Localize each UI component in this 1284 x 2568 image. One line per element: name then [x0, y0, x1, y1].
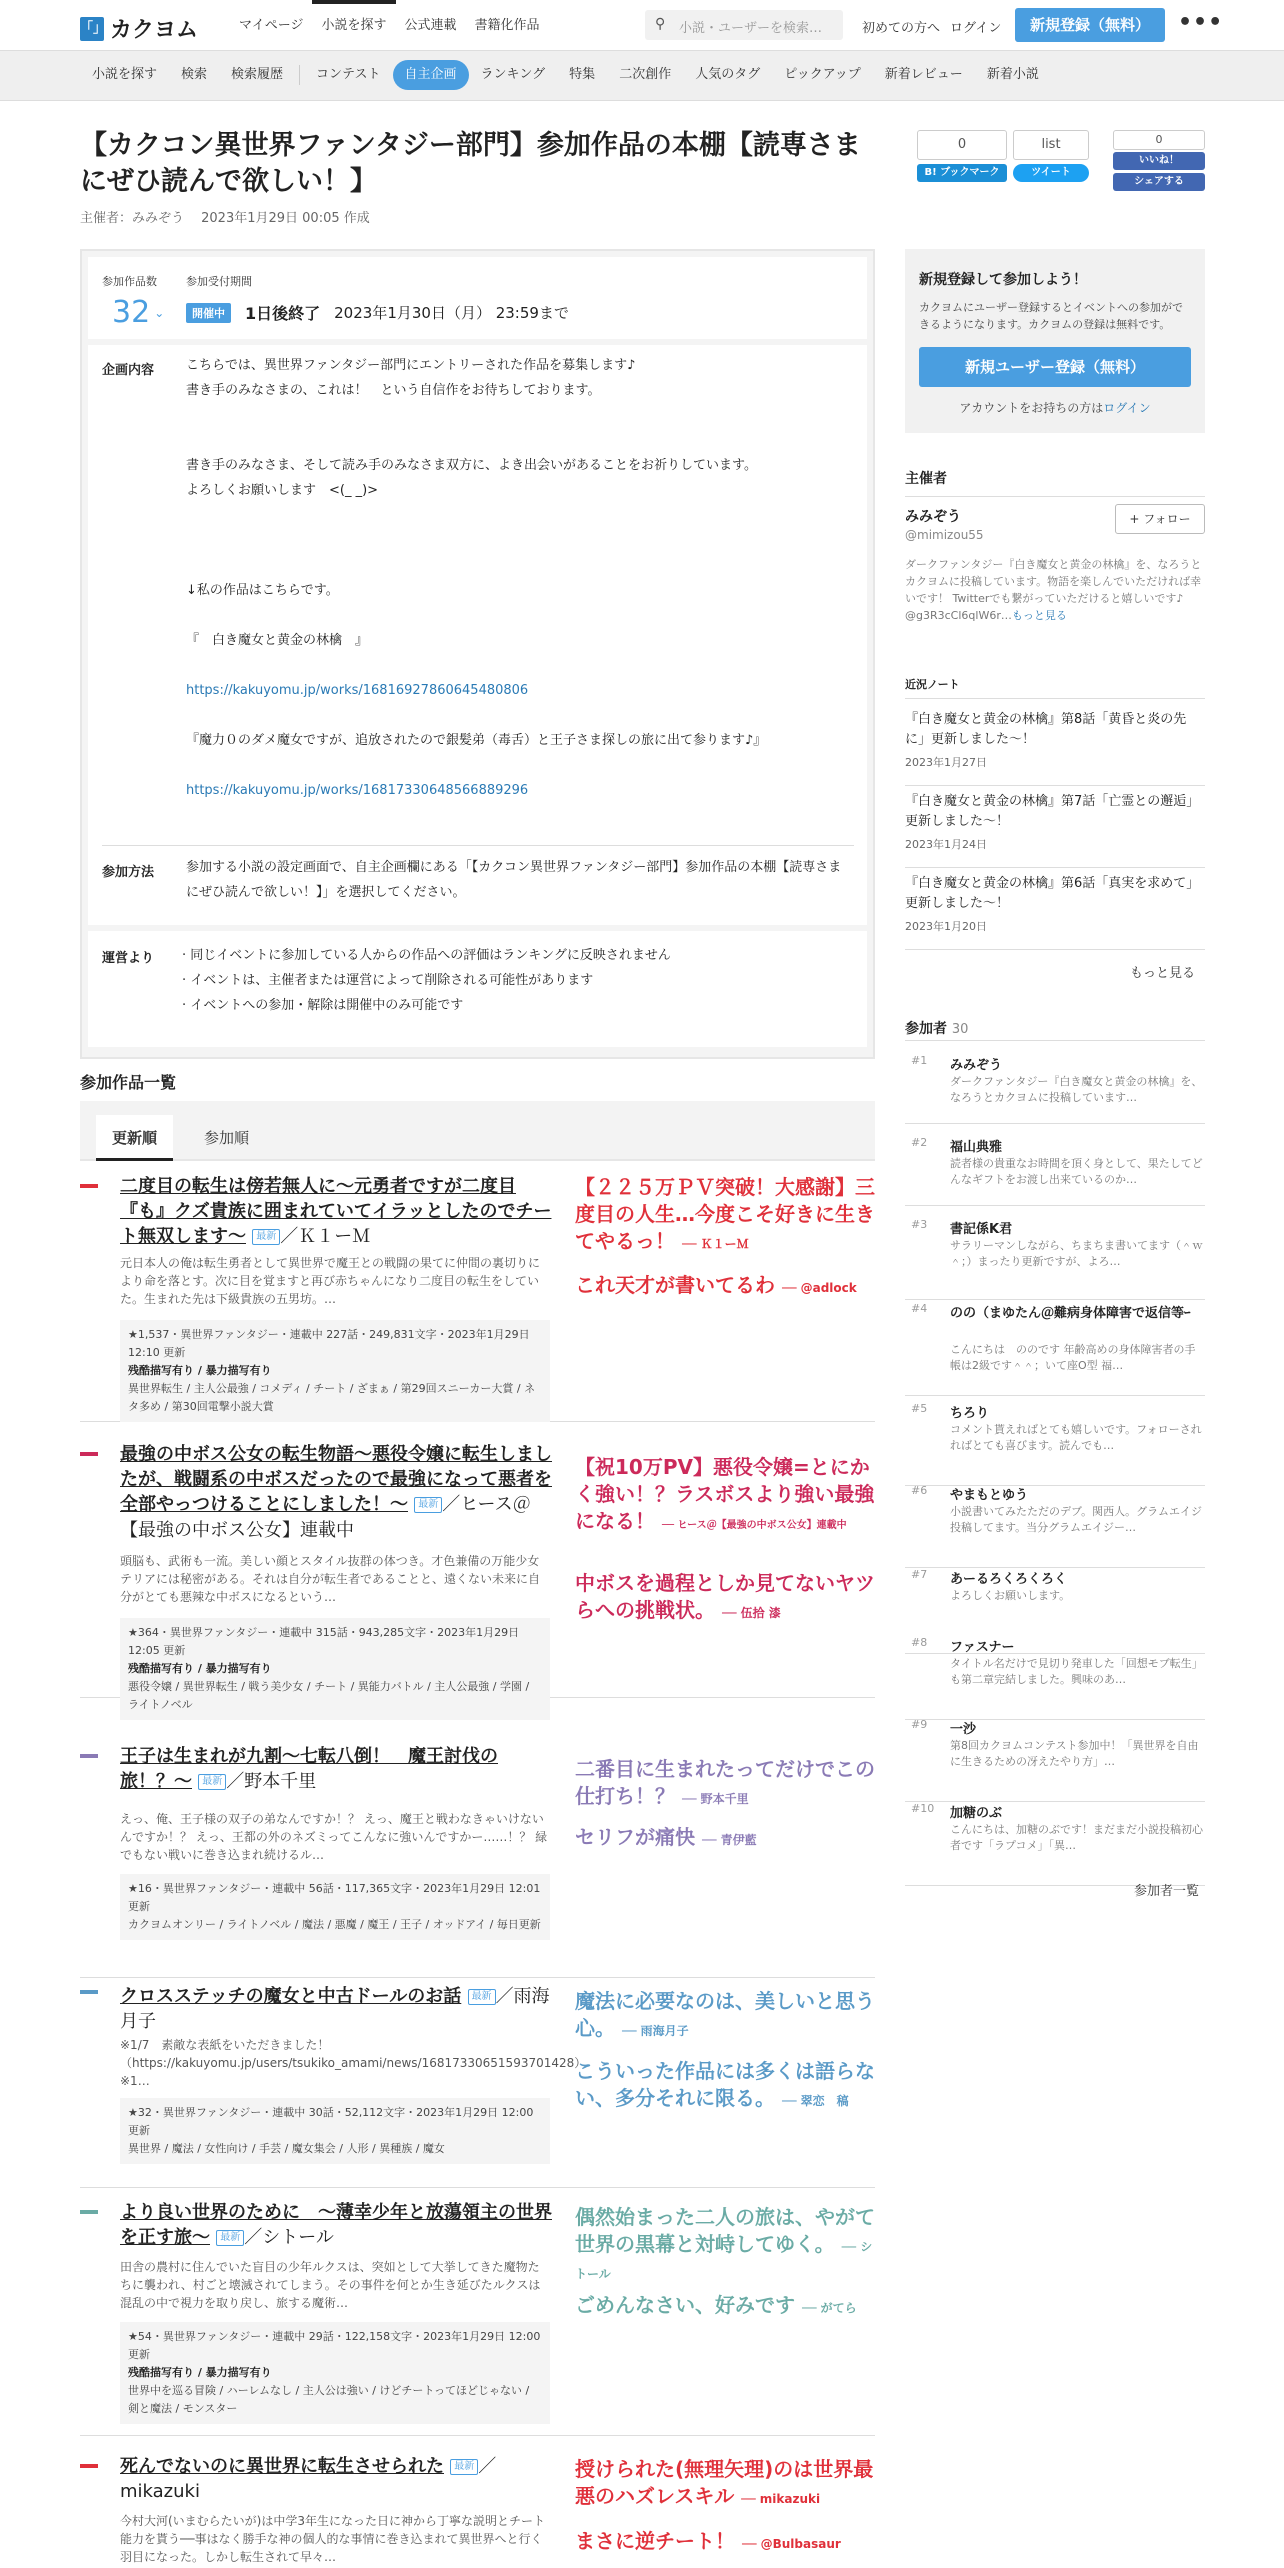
subnav-new-novels[interactable]: 新着小説 — [986, 67, 1039, 82]
organizer-heading: 主催者 — [905, 471, 947, 487]
organizer-line: 主催者：みみぞう 2023年1月29日 00:05 作成 — [80, 211, 370, 226]
blank-line — [186, 528, 856, 553]
admin-list — [182, 943, 852, 1018]
subnav-search-novels[interactable]: 小説を探す — [92, 67, 158, 82]
subnav-popular-tags[interactable]: 人気のタグ — [695, 67, 761, 82]
subnav-features[interactable]: 特集 — [569, 67, 596, 82]
work-review: セリフが痛快 ── 青伊藍 — [575, 1825, 757, 1849]
like-button[interactable]: いいね！ — [1113, 152, 1205, 170]
work-meta: ★32・異世界ファンタジー・連載中 30話・52,112文字・2023年1月29日 12:00 更新 異世界 / 魔法 / 女性向け / 手芸 / 魔女集会 / 人形 / 異種族 / 魔女 — [120, 2098, 550, 2164]
work-description: 元日本人の俺は転生勇者として異世界で魔王との戦闘の果てに仲間の裏切りにより命を落とす。次に目を覚ますと再び赤ちゃんになり二度目の転生をしていた。生まれた先は下級貴族の五男坊。… — [120, 1256, 541, 1306]
work-description: 頭脳も、武術も一流。美しい顔とスタイル抜群の体つき。才色兼備の万能少女テリアには秘密がある。それは自分が転生者であることと、遠くない未来に自分がとても悪辣な中ボスになるという… — [120, 1554, 541, 1604]
hatena-bookmark[interactable] — [917, 130, 1007, 182]
participant-item[interactable]: #7 あーるろくろくろく よろしくお願いします。 — [905, 1568, 1205, 1654]
organizer-id: @mimizou55 — [905, 528, 984, 542]
signup-button[interactable]: 新規登録（無料） — [1015, 8, 1165, 42]
work-item[interactable] — [80, 2436, 875, 2568]
subnav-ranking[interactable]: ランキング — [480, 67, 546, 82]
nav-published-works[interactable]: 書籍化作品 — [474, 18, 540, 33]
top-header — [0, 0, 1284, 51]
participant-item[interactable]: #9 一沙 第8回カクヨムコンテスト参加中！「異世界を自由に生きるための冴えたやり方」… — [905, 1718, 1205, 1802]
kakuyomu-logo[interactable] — [80, 13, 198, 44]
work-catchphrase: 二番目に生まれたってだけでこの仕打ち！？ ── 野本千里 — [575, 1757, 875, 1808]
participants-more-link[interactable]: 参加者一覧 — [1134, 1884, 1200, 1899]
work-meta: ★54・異世界ファンタジー・連載中 29話・122,158文字・2023年1月29日 12:00 更新 残酷描写有り / 暴力描写有り 世界中を巡る冒険 / ハーレムなし / 主人公は強い / けどチートってほどじゃない / 剣と魔法 / モンスター — [120, 2322, 550, 2424]
join-prompt-box — [905, 249, 1205, 433]
notes-more-link[interactable]: もっと見る — [1130, 966, 1196, 981]
method-label: 参加方法 — [102, 865, 155, 880]
top-nav — [230, 0, 549, 51]
blank-line — [186, 703, 856, 728]
work-author: ／雨海月子 — [120, 1986, 550, 2033]
participants-heading: 参加者 30 — [905, 1021, 969, 1037]
logo-mark: 「」 — [80, 17, 104, 41]
entry-count[interactable] — [112, 295, 164, 330]
content-line: よろしくお願いします <(_ _)> — [186, 483, 379, 498]
search-placeholder: 小説・ユーザーを検索… — [679, 21, 823, 36]
join-text: カクヨムにユーザー登録するとイベントへの参加ができるようになります。カクヨムの登録は無料です。 — [919, 301, 1183, 331]
event-summary — [88, 257, 867, 339]
list-box: list — [1013, 130, 1089, 160]
work-item[interactable] — [80, 1742, 875, 1978]
content-line: 『 白き魔女と黄金の林檎 』 — [186, 633, 369, 648]
login-link[interactable]: ログイン — [950, 21, 1002, 36]
work-catchphrase: 偶然始まった二人の旅は、やがて世界の黒幕と対峙してゆく。 ── シトール — [575, 2205, 875, 2281]
content-label: 企画内容 — [102, 363, 155, 378]
work-author: ／Ｋ１ーＭ — [280, 1226, 371, 1248]
subnav-history[interactable]: 検索履歴 — [231, 67, 284, 82]
follow-button[interactable]: + フォロー — [1115, 504, 1205, 534]
work-link-2[interactable]: https://kakuyomu.jp/works/16817330648566889296 — [186, 783, 529, 798]
period-label: 参加受付期間 — [186, 275, 252, 288]
tweet-share[interactable] — [1013, 130, 1089, 182]
participant-item[interactable]: #10 加糖のぶ こんにちは、加糖のぶです！まだまだ小説投稿初心者です「ラプコメ」「異… — [905, 1802, 1205, 1886]
work-color-bar — [80, 2210, 98, 2214]
admin-item: · 同じイベントに参加している人からの作品への評価はランキングに反映されません — [182, 948, 671, 963]
work-title[interactable]: 二度目の転生は傍若無人に～元勇者ですが二度目『も』クズ貴族に囲まれていてイラッとしたのでチート無双します～ 最新 ／Ｋ１ーＭ — [120, 1176, 552, 1248]
works-list-title: 参加作品一覧 — [80, 1073, 177, 1092]
facebook-share-button[interactable]: シェアする — [1113, 173, 1205, 191]
search-input[interactable] — [645, 10, 843, 40]
register-button[interactable]: 新規ユーザー登録（無料） — [919, 347, 1191, 387]
work-title[interactable]: クロスステッチの魔女と中古ドールのお話 最新 ／雨海月子 — [120, 1986, 550, 2033]
blank-line — [186, 753, 856, 778]
chevron-down-icon: ⌄ — [154, 305, 165, 320]
work-title[interactable]: 最強の中ボス公女の転生物語～悪役令嬢に転生しましたが、戦闘系の中ボスだったので最強になって悪者を全部やっつけることにしました！～ 最新 ／ヒース＠【最強の中ボス公女】連載中 — [120, 1444, 552, 1541]
divider — [102, 845, 854, 846]
more-menu-icon[interactable]: ••• — [1178, 10, 1224, 35]
sub-nav-bar — [0, 51, 1284, 101]
participant-item[interactable]: #6 やまもとゆう 小説書いてみたただのデブ。関西人。グラムエイジ投稿してます。当分グラムエイジー… — [905, 1484, 1205, 1568]
subnav-user-events[interactable]: 自主企画 — [393, 60, 469, 90]
work-description: 今村大河(いまむらたいが)は中学3年生になった日に神から丁寧な説明とチート能力を貰う──事はなく勝手な神の個人的な事情に巻き込まれて異世界へと行く羽目になった。しかし転生されて早々… — [120, 2514, 546, 2564]
read-more-link[interactable]: もっと見る — [1011, 609, 1067, 622]
organizer-bio: ダークファンタジー『白き魔女と黄金の林檎』を、なろうとカクヨムに投稿しています。物語を楽しんでいただければ幸いです！ Twitterでも繋がっていただけると嬉しいです♪ @g3R3cCl6qlW6r…もっと見る — [905, 558, 1202, 622]
blank-line — [186, 603, 856, 628]
work-author: ／シトール — [244, 2227, 334, 2249]
work-author: ／ヒース＠【最強の中ボス公女】連載中 — [120, 1494, 531, 1541]
work-meta: ★16・異世界ファンタジー・連載中 56話・117,365文字・2023年1月29日 12:01 更新 カクヨムオンリー / ライトノベル / 魔法 / 悪魔 / 魔王 / 王子 / オッドアイ / 毎日更新 — [120, 1874, 550, 1940]
content-line: 書き手のみなさまの、これは！ という自信作をお待ちしております。 — [186, 383, 601, 398]
work-item[interactable] — [80, 2188, 875, 2436]
page-title: 【カクコン異世界ファンタジー部門】参加作品の本棚【読専さまにぜひ読んで欲しい！】 — [80, 130, 861, 198]
participant-item[interactable]: #5 ちろり コメント貰えればとても嬉しいです。フォローされればとても喜びます。読んでも… — [905, 1402, 1205, 1486]
work-review: 中ボスを過程としか見てないヤツらへの挑戦状。 ── 伍拾 漆 — [575, 1571, 875, 1622]
join-title: 新規登録して参加しよう！ — [919, 272, 1087, 288]
blank-line — [186, 428, 856, 453]
facebook-like[interactable] — [1113, 130, 1205, 191]
work-item[interactable] — [80, 1172, 875, 1422]
work-author: ／mikazuki — [120, 2456, 497, 2503]
work-title[interactable]: より良い世界のために ～薄幸少年と放蕩領主の世界を正す旅～ 最新 ／シトール — [120, 2202, 552, 2249]
content-line: 『魔力０のダメ魔女ですが、追放されたので銀髪弟（毒舌）と王子さま探しの旅に出て参ります♪』 — [186, 733, 767, 748]
blank-line — [186, 503, 856, 528]
sidebar-login-link[interactable]: ログイン — [1103, 401, 1151, 415]
divider — [905, 698, 1205, 699]
like-count: 0 — [1113, 130, 1205, 150]
nav-mypage[interactable]: マイページ — [239, 18, 304, 33]
login-prompt: アカウントをお持ちの方はログイン — [959, 401, 1151, 415]
blank-line — [186, 403, 856, 428]
work-catchphrase: 【２２５万ＰＶ突破！大感謝】三度目の人生…今度こそ好きに生きてやるっ！ ── Ｋ１ーＭ — [575, 1175, 875, 1253]
content-line: こちらでは、異世界ファンタジー部門にエントリーされた作品を募集します♪ — [186, 358, 636, 373]
hatena-bookmark-button[interactable]: B! ブックマーク — [917, 164, 1007, 182]
subnav-divider — [299, 65, 300, 85]
admin-notes — [88, 931, 867, 1047]
nav-search-novels[interactable]: 小説を探す — [312, 0, 395, 51]
blank-line — [186, 653, 856, 678]
subnav-new-reviews[interactable]: 新着レビュー — [884, 67, 963, 82]
method-text: 参加する小説の設定画面で、自主企画欄にある「【カクコン異世界ファンタジー部門】参加作品の本棚【読専さまにぜひ読んで欲しい！】」を選択してください。 — [186, 860, 842, 900]
note-item[interactable]: 『白き魔女と黄金の林檎』第8話「黄昏と炎の先に」更新しました～！ 2023年1月27日 — [905, 710, 1205, 786]
tab-joined[interactable]: 参加順 — [204, 1129, 250, 1147]
tweet-button[interactable]: ツイート — [1013, 164, 1089, 182]
work-review: これ天才が書いてるわ ── @adlock — [575, 1273, 857, 1297]
subnav-search[interactable]: 検索 — [181, 67, 208, 82]
work-link-1[interactable]: https://kakuyomu.jp/works/16816927860645480806 — [186, 683, 529, 698]
sub-nav — [80, 60, 1051, 90]
work-catchphrase: 【祝10万PV】悪役令嬢=とにかく強い！？ラスボスより強い最強になる！ ── ヒース＠【最強の中ボス公女】連載中 — [575, 1455, 875, 1533]
work-author: ／野本千里 — [226, 1771, 317, 1793]
event-info-box — [80, 249, 875, 1059]
bookmark-count: 0 — [917, 130, 1007, 160]
note-item[interactable]: 『白き魔女と黄金の林檎』第6話「真実を求めて」更新しました～！ 2023年1月20日 — [905, 874, 1205, 950]
work-title[interactable]: 王子は生まれが九割〜七転八倒！ 魔王討伐の旅！？〜 最新 ／野本千里 — [120, 1746, 498, 1793]
work-meta: ★364・異世界ファンタジー・連載中 315話・943,285文字・2023年1月29日 12:05 更新 残酷描写有り / 暴力描写有り 悪役令嬢 / 異世界転生 / 戦う美少女 / チート / 異能力バトル / 主人公最強 / 学園 / ライトノベル — [120, 1618, 550, 1720]
work-description: ※1/7 素敵な表紙をいただきました！（https://kakuyomu.jp/users/tsukiko_amami/news/16817330651593701428）※1… — [120, 2038, 587, 2088]
note-item[interactable]: 『白き魔女と黄金の林檎』第7話「亡霊との邂逅」更新しました～！ 2023年1月24日 — [905, 792, 1205, 868]
work-color-bar — [80, 1990, 98, 1994]
event-details — [88, 345, 867, 925]
subnav-pickup[interactable]: ピックアップ — [784, 67, 861, 82]
status-badge: 開催中 — [186, 303, 231, 323]
participant-item[interactable]: #1 みみぞう ダークファンタジー『白き魔女と黄金の林檎』を、なろうとカクヨムに投稿しています… — [905, 1054, 1205, 1124]
content-line: 書き手のみなさま、そして読み手のみなさま双方に、よき出会いがあることをお祈りしています。 — [186, 458, 757, 473]
work-title[interactable]: 死んでないのに異世界に転生させられた 最新 ／mikazuki — [120, 2456, 497, 2503]
work-review: まさに逆チート！ ── @Bulbasaur — [575, 2529, 841, 2553]
content-body — [186, 353, 856, 803]
entry-count-value: 32 — [112, 295, 151, 330]
nav-official-serials[interactable]: 公式連載 — [404, 18, 457, 33]
work-color-bar — [80, 1184, 98, 1188]
divider — [905, 496, 1205, 497]
work-item[interactable] — [80, 1440, 875, 1711]
subnav-fanfic[interactable]: 二次創作 — [619, 67, 672, 82]
work-description: えっ、俺、王子様の双子の弟なんですか！？ えっ、魔王と戦わなきゃいけないんですか！？ えっ、王都の外のネズミってこんなに強いんですかー……！？ 緑でもない戦いに巻き込まれ続けるル… — [120, 1812, 548, 1862]
logo-text: カクヨム — [110, 18, 199, 43]
first-time-link[interactable]: 初めての方へ — [862, 21, 941, 36]
participant-item[interactable]: #4 のの（まゆたん＠難病身体障害で返信等ｰ こんにちは ののです 年齢高めの身体障害者の手帳は2級です＾＾；いて座O型 福… — [905, 1302, 1205, 1396]
participant-item[interactable]: #8 ファスナー タイトル名だけで見切り発車した「回想モブ転生」も第二章完結しました。興味のあ… — [905, 1636, 1205, 1720]
work-catchphrase: 魔法に必要なのは、美しいと思う心。 ── 雨海月子 — [575, 1989, 875, 2040]
deadline: 2023年1月30日（月） 23:59まで — [334, 304, 569, 322]
participant-item[interactable]: #2 福山典雅 読者様の貴重なお時間を頂く身として、果たしてどんなギフトをお渡し出来ているのか… — [905, 1136, 1205, 1206]
work-item[interactable] — [80, 1978, 875, 2188]
tab-updated[interactable]: 更新順 — [96, 1115, 173, 1161]
admin-item: · イベントへの参加・解除は開催中のみ可能です — [182, 998, 464, 1013]
work-review: こういった作品には多くは語らない、多分それに限る。 ── 翠恋 稿 — [575, 2059, 875, 2110]
work-review: ごめんなさい、好みです ── がてら — [575, 2293, 857, 2317]
work-catchphrase: 授けられた(無理矢理)のは世界最悪のハズレスキル ── mikazuki — [575, 2457, 874, 2508]
content-line: ↓私の作品はこちらです。 — [186, 583, 339, 598]
count-label: 参加作品数 — [102, 275, 157, 288]
organizer-name[interactable]: みみぞう — [905, 509, 961, 525]
work-color-bar — [80, 1452, 98, 1456]
admin-label: 運営より — [102, 951, 155, 966]
notes-heading: 近況ノート — [905, 678, 960, 691]
work-meta: ★1,537・異世界ファンタジー・連載中 227話・249,831文字・2023年1月29日 12:10 更新 残酷描写有り / 暴力描写有り 異世界転生 / 主人公最強 / コメディ / チート / ざまぁ / 第29回スニーカー大賞 / ネタ多め / 第30回電撃小説大賞 — [120, 1320, 550, 1422]
work-description: 田舎の農村に住んでいた盲目の少年ルクスは、突如として大挙してきた魔物たちに襲われ、村ごと壊滅されてしまう。その事件を何とか生き延びたルクスは混乱の中で視力を取り戻し、旅する魔術… — [120, 2260, 541, 2310]
work-color-bar — [80, 1754, 98, 1758]
divider — [905, 1040, 1205, 1041]
period-row — [186, 301, 569, 324]
add-user-icon: + — [1129, 512, 1140, 526]
remaining-time: 1日後終了 — [245, 304, 321, 323]
subnav-contest[interactable]: コンテスト — [316, 67, 381, 82]
works-tabs — [80, 1101, 875, 1161]
admin-item: · イベントは、主催者または運営によって削除される可能性があります — [182, 973, 594, 988]
participant-item[interactable]: #3 書記係K君 サラリーマンしながら、ちまちま書いてます（＾ｗ＾；）まったり更新ですが、よろ… — [905, 1218, 1205, 1300]
work-color-bar — [80, 2464, 98, 2468]
search-icon: ⚲ — [655, 16, 666, 32]
blank-line — [186, 553, 856, 578]
